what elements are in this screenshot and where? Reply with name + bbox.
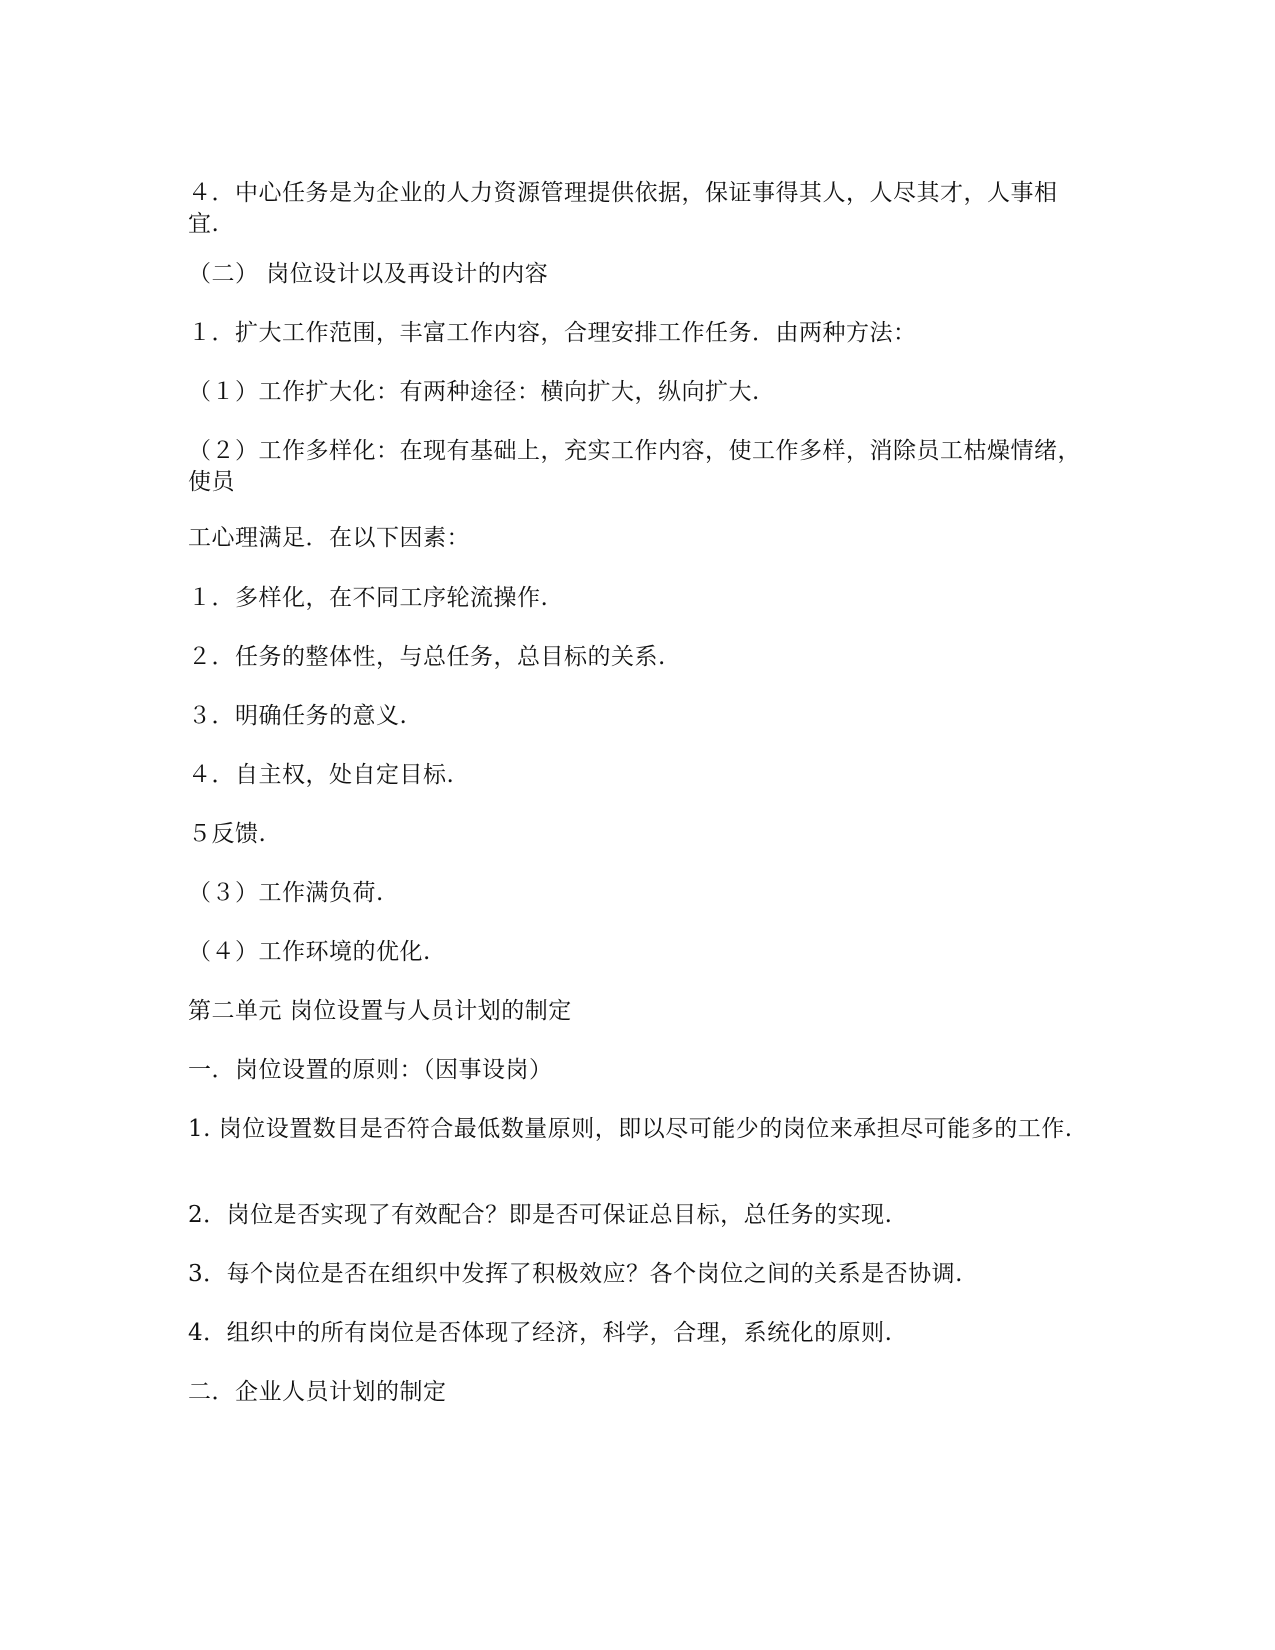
principle-item-3: 3．每个岗位是否在组织中发挥了积极效应？各个岗位之间的关系是否协调. <box>188 1261 963 1287</box>
paragraph-job-diversification: （２）工作多样化：在现有基础上，充实工作内容，使工作多样，消除员工枯燥情绪，使员 <box>188 438 1081 495</box>
list-item-variety: １．多样化，在不同工序轮流操作. <box>188 585 549 611</box>
paragraph-job-enlargement: （１）工作扩大化：有两种途径：横向扩大，纵向扩大. <box>188 379 760 405</box>
paragraph-factors: 工心理满足．在以下因素： <box>188 525 470 551</box>
list-item-task-significance: ３．明确任务的意义. <box>188 703 408 729</box>
heading-job-design-content: （二） 岗位设计以及再设计的内容 <box>188 261 549 287</box>
list-item-feedback: ５反馈. <box>188 821 267 847</box>
list-item-task-identity: ２．任务的整体性，与总任务，总目标的关系. <box>188 644 666 670</box>
list-item-autonomy: ４．自主权，处自定目标. <box>188 762 455 788</box>
paragraph-environment: （４）工作环境的优化. <box>188 939 431 965</box>
heading-principles: 一．岗位设置的原则：（因事设岗） <box>188 1057 553 1083</box>
paragraph-full-load: （３）工作满负荷. <box>188 880 384 906</box>
heading-staffing-plan: 二．企业人员计划的制定 <box>188 1379 447 1405</box>
paragraph-expand-scope: １．扩大工作范围，丰富工作内容，合理安排工作任务．由两种方法： <box>188 320 917 346</box>
paragraph-duty-analysis-task: ４．中心任务是为企业的人力资源管理提供依据，保证事得其人，人尽其才，人事相宜. <box>188 180 1058 237</box>
principle-item-4: 4．组织中的所有岗位是否体现了经济，科学，合理，系统化的原则. <box>188 1320 893 1346</box>
principle-item-1: 1. 岗位设置数目是否符合最低数量原则，即以尽可能少的岗位来承担尽可能多的工作. <box>188 1116 1073 1142</box>
heading-unit-two: 第二单元 岗位设置与人员计划的制定 <box>188 998 572 1024</box>
principle-item-2: 2．岗位是否实现了有效配合？即是否可保证总目标，总任务的实现. <box>188 1202 893 1228</box>
